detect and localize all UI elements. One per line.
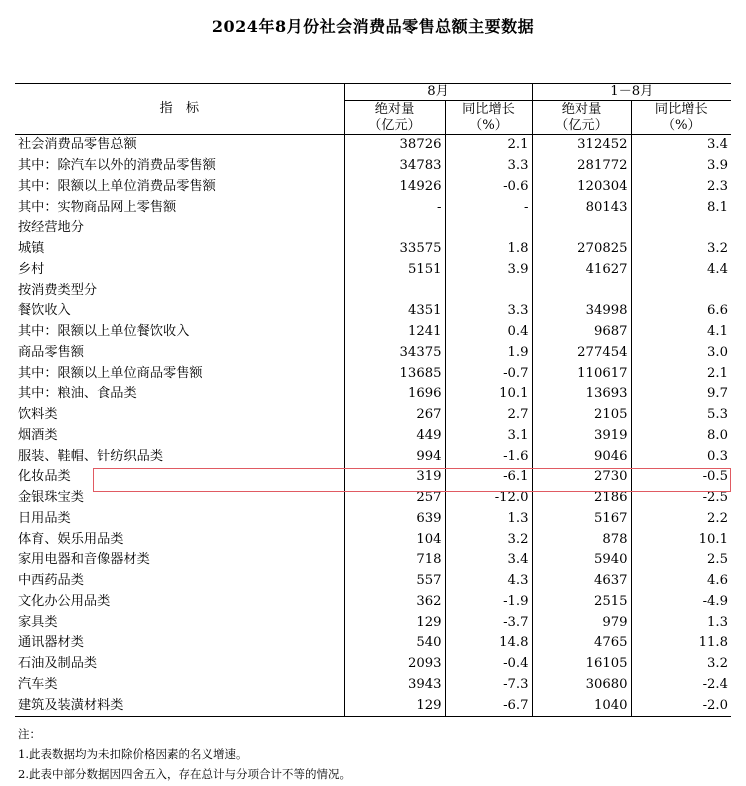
row-label: 日用品类 (18, 510, 71, 526)
cell-ytd-yoy: 4.1 (631, 322, 731, 343)
cell-month-abs: 129 (344, 695, 445, 716)
table-row (15, 654, 731, 675)
cell-month-abs: 319 (344, 467, 445, 488)
table-row (15, 218, 731, 239)
cell-ytd-yoy: 5.3 (631, 405, 731, 426)
table-row (15, 509, 731, 530)
table-row (15, 426, 731, 447)
cell-ytd-abs: 1040 (532, 695, 631, 716)
cell-ytd-abs: 120304 (532, 177, 631, 198)
cell-month-abs: 639 (344, 509, 445, 530)
cell-ytd-abs: 5167 (532, 509, 631, 530)
cell-month-yoy: 1.9 (445, 343, 532, 364)
row-label: 石油及制品类 (18, 656, 98, 672)
cell-ytd-abs: 2186 (532, 488, 631, 509)
table-row (15, 695, 731, 716)
cell-month-yoy: -6.7 (445, 695, 532, 716)
cell-month-abs (344, 218, 445, 239)
note-item: 1.此表数据均为未扣除价格因素的名义增速。 (18, 747, 248, 761)
table-row (15, 612, 731, 633)
cell-month-abs: 34783 (344, 156, 445, 177)
header-group-month: 8月 (344, 84, 532, 101)
row-label: 服装、鞋帽、针纺织品类 (18, 448, 164, 464)
cell-month-yoy: 0.4 (445, 322, 532, 343)
cell-month-abs: 34375 (344, 343, 445, 364)
cell-month-abs: 540 (344, 633, 445, 654)
cell-month-yoy: 3.9 (445, 260, 532, 281)
cell-ytd-yoy: 2.1 (631, 363, 731, 384)
row-label: 金银珠宝类 (18, 490, 84, 506)
cell-month-abs: 267 (344, 405, 445, 426)
cell-ytd-yoy: 0.3 (631, 446, 731, 467)
cell-ytd-yoy: 2.5 (631, 550, 731, 571)
table-row (15, 177, 731, 198)
cell-ytd-abs: 16105 (532, 654, 631, 675)
row-label: 建筑及装潢材料类 (15, 695, 344, 716)
cell-month-abs: 718 (344, 550, 445, 571)
table-row (15, 550, 731, 571)
table-row (15, 343, 731, 364)
cell-ytd-abs: 312452 (532, 135, 631, 156)
cell-ytd-yoy: -4.9 (631, 592, 731, 613)
cell-month-yoy: 3.1 (445, 426, 532, 447)
cell-ytd-yoy: 3.4 (631, 135, 731, 156)
row-label: 汽车类 (18, 676, 58, 692)
cell-ytd-yoy: 2.3 (631, 177, 731, 198)
cell-ytd-abs: 3919 (532, 426, 631, 447)
cell-ytd-abs: 270825 (532, 239, 631, 260)
table-row (15, 384, 731, 405)
cell-ytd-abs: 34998 (532, 301, 631, 322)
row-label: 其中：限额以上单位餐饮收入 (18, 324, 190, 340)
cell-month-yoy: -12.0 (445, 488, 532, 509)
cell-ytd-abs: 9687 (532, 322, 631, 343)
cell-month-yoy: 14.8 (445, 633, 532, 654)
table-row (15, 301, 731, 322)
cell-month-abs: - (344, 197, 445, 218)
header-group-ytd: 1－8月 (532, 84, 731, 101)
cell-ytd-abs (532, 218, 631, 239)
header-indicator: 指 标 (15, 84, 344, 135)
cell-ytd-abs: 30680 (532, 675, 631, 696)
notes (18, 724, 351, 784)
table-row (15, 260, 731, 281)
cell-ytd-yoy: -2.0 (631, 695, 731, 716)
table-row (15, 571, 731, 592)
row-label: 其中：限额以上单位商品零售额 (18, 365, 203, 381)
cell-month-abs: 13685 (344, 363, 445, 384)
cell-month-yoy: 1.8 (445, 239, 532, 260)
table-row (15, 405, 731, 426)
cell-ytd-yoy: 3.2 (631, 654, 731, 675)
cell-month-yoy: 3.3 (445, 301, 532, 322)
cell-month-yoy: 3.3 (445, 156, 532, 177)
row-label: 家用电器和音像器材类 (18, 552, 150, 568)
row-label: 餐饮收入 (18, 303, 71, 319)
cell-month-abs: 38726 (344, 135, 445, 156)
table-row (15, 280, 731, 301)
cell-ytd-yoy: 3.2 (631, 239, 731, 260)
cell-month-yoy (445, 218, 532, 239)
cell-month-yoy: -1.6 (445, 446, 532, 467)
page-title: 2024年8月份社会消费品零售总额主要数据 (211, 17, 535, 36)
table-row (15, 488, 731, 509)
cell-ytd-yoy: 6.6 (631, 301, 731, 322)
notes-heading: 注： (18, 727, 41, 741)
row-label: 饮料类 (18, 407, 58, 423)
cell-ytd-abs: 9046 (532, 446, 631, 467)
cell-ytd-yoy: 9.7 (631, 384, 731, 405)
cell-month-abs: 449 (344, 426, 445, 447)
row-label: 体育、娱乐用品类 (18, 531, 124, 547)
cell-month-abs: 994 (344, 446, 445, 467)
cell-ytd-yoy: -0.5 (631, 467, 731, 488)
cell-ytd-abs: 979 (532, 612, 631, 633)
table-row (15, 592, 731, 613)
header-month-abs: 绝对量 （亿元） (344, 101, 445, 135)
cell-ytd-yoy: 11.8 (631, 633, 731, 654)
row-label: 化妆品类 (18, 469, 71, 485)
cell-month-yoy: 3.4 (445, 550, 532, 571)
header-month-yoy: 同比增长 （%） (445, 101, 532, 135)
cell-ytd-abs: 13693 (532, 384, 631, 405)
cell-month-abs: 5151 (344, 260, 445, 281)
cell-ytd-yoy: 10.1 (631, 529, 731, 550)
row-label: 通讯器材类 (18, 635, 84, 651)
cell-ytd-abs: 80143 (532, 197, 631, 218)
cell-ytd-abs: 110617 (532, 363, 631, 384)
table-row (15, 156, 731, 177)
header-ytd-yoy: 同比增长 （%） (631, 101, 731, 135)
cell-month-abs: 2093 (344, 654, 445, 675)
row-label: 烟酒类 (18, 427, 58, 443)
cell-ytd-abs: 2730 (532, 467, 631, 488)
cell-ytd-abs: 281772 (532, 156, 631, 177)
table-row (15, 446, 731, 467)
row-label: 按消费类型分 (18, 282, 98, 298)
cell-ytd-yoy: 4.4 (631, 260, 731, 281)
table-body (15, 135, 731, 717)
cell-ytd-abs: 4637 (532, 571, 631, 592)
table-row (15, 135, 731, 156)
cell-month-yoy: -0.6 (445, 177, 532, 198)
cell-month-yoy: -6.1 (445, 467, 532, 488)
cell-ytd-yoy: 8.0 (631, 426, 731, 447)
cell-ytd-abs: 878 (532, 529, 631, 550)
cell-month-abs: 129 (344, 612, 445, 633)
table-row (15, 322, 731, 343)
cell-ytd-abs: 2105 (532, 405, 631, 426)
table-row (15, 529, 731, 550)
cell-month-abs: 33575 (344, 239, 445, 260)
cell-ytd-yoy: 1.3 (631, 612, 731, 633)
table-header (15, 84, 731, 135)
cell-month-abs: 3943 (344, 675, 445, 696)
table-row (15, 633, 731, 654)
row-label: 乡村 (18, 261, 45, 277)
cell-month-yoy: -1.9 (445, 592, 532, 613)
cell-month-yoy: -7.3 (445, 675, 532, 696)
cell-ytd-yoy: -2.4 (631, 675, 731, 696)
cell-ytd-abs: 5940 (532, 550, 631, 571)
cell-ytd-yoy: -2.5 (631, 488, 731, 509)
cell-month-abs: 362 (344, 592, 445, 613)
row-label: 文化办公用品类 (18, 593, 111, 609)
cell-month-yoy: -0.7 (445, 363, 532, 384)
cell-month-yoy: -3.7 (445, 612, 532, 633)
cell-ytd-yoy: 4.6 (631, 571, 731, 592)
cell-ytd-yoy: 3.9 (631, 156, 731, 177)
cell-month-abs: 1241 (344, 322, 445, 343)
cell-ytd-yoy: 2.2 (631, 509, 731, 530)
cell-month-yoy: 2.1 (445, 135, 532, 156)
row-label: 家具类 (18, 614, 58, 630)
row-label: 商品零售额 (18, 344, 84, 360)
table-row (15, 675, 731, 696)
row-label: 其中：实物商品网上零售额 (18, 199, 177, 215)
cell-month-yoy: 2.7 (445, 405, 532, 426)
cell-ytd-abs: 41627 (532, 260, 631, 281)
cell-ytd-yoy: 8.1 (631, 197, 731, 218)
cell-ytd-abs: 2515 (532, 592, 631, 613)
cell-month-abs: 14926 (344, 177, 445, 198)
cell-ytd-abs: 4765 (532, 633, 631, 654)
cell-ytd-abs: 277454 (532, 343, 631, 364)
cell-ytd-yoy (631, 280, 731, 301)
cell-month-yoy (445, 280, 532, 301)
cell-ytd-yoy (631, 218, 731, 239)
cell-month-yoy: -0.4 (445, 654, 532, 675)
table-row (15, 467, 731, 488)
header-ytd-abs: 绝对量 （亿元） (532, 101, 631, 135)
cell-month-abs: 1696 (344, 384, 445, 405)
cell-month-yoy: 4.3 (445, 571, 532, 592)
cell-month-abs (344, 280, 445, 301)
cell-month-abs: 4351 (344, 301, 445, 322)
cell-month-abs: 257 (344, 488, 445, 509)
cell-month-yoy: - (445, 197, 532, 218)
cell-month-yoy: 10.1 (445, 384, 532, 405)
note-item: 2.此表中部分数据因四舍五入，存在总计与分项合计不等的情况。 (18, 767, 351, 781)
cell-month-abs: 557 (344, 571, 445, 592)
table-row (15, 239, 731, 260)
row-label: 其中：粮油、食品类 (18, 386, 137, 402)
row-label: 中西药品类 (18, 573, 84, 589)
table-row (15, 197, 731, 218)
cell-ytd-yoy: 3.0 (631, 343, 731, 364)
row-label: 城镇 (18, 241, 45, 257)
retail-sales-table (15, 83, 731, 717)
row-label: 社会消费品零售总额 (18, 137, 137, 153)
cell-month-yoy: 3.2 (445, 529, 532, 550)
cell-month-abs: 104 (344, 529, 445, 550)
row-label: 其中：限额以上单位消费品零售额 (18, 178, 216, 194)
row-label: 按经营地分 (18, 220, 84, 236)
cell-month-yoy: 1.3 (445, 509, 532, 530)
row-label: 其中：除汽车以外的消费品零售额 (18, 158, 216, 174)
table-row (15, 363, 731, 384)
cell-ytd-abs (532, 280, 631, 301)
